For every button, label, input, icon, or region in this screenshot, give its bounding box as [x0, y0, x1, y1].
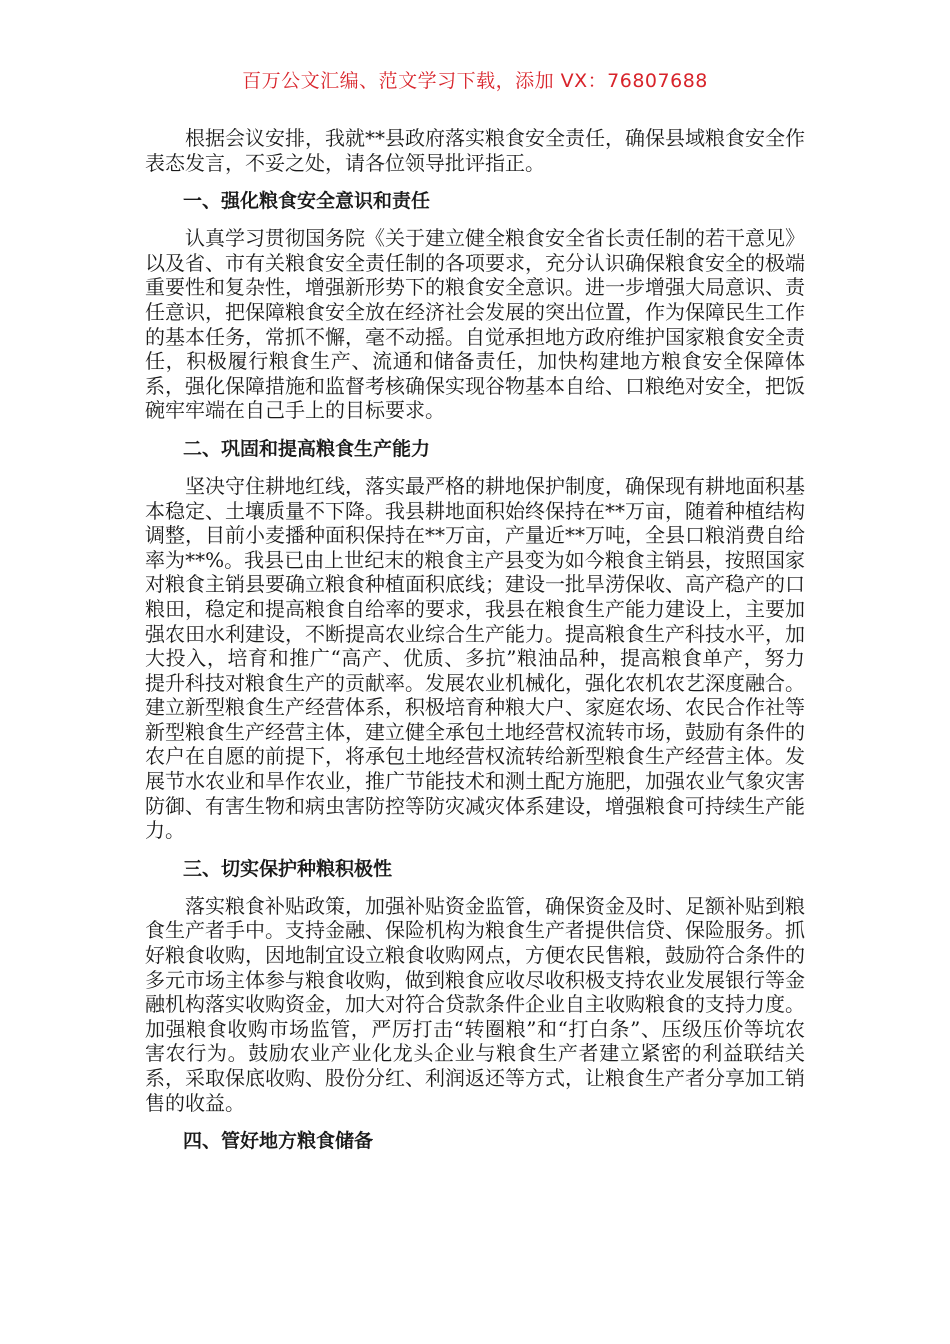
section-heading-3: 三、切实保护种粮积极性 — [183, 857, 393, 880]
section-body-2: 坚决守住耕地红线，落实最严格的耕地保护制度，确保现有耕地面积基本稳定、土壤质量不下降。我县耕地面积始终保持在**万亩，随着种植结构调整，目前小麦播种面积保持在**万亩，产量近**万吨，全县口粮消费自给率为**%。我县已由上世纪末的粮食主产县变为如今粮食主销县，按照国家对粮食主销县要确立粮食种植面积底线；建设一批旱涝保收、高产稳产的口粮田，稳定和提高粮食自给率的要求，我县在粮食生产能力建设上，主要加强农田水利建设，不断提高农业综合生产能力。提高粮食生产科技水平，加大投入，培育和推广“高产、优质、多抗”粮油品种，提高粮食单产，努力提升科技对粮食生产的贡献率。发展农业机械化，强化农机农艺深度融合。建立新型粮食生产经营体系，积极培育种粮大户、家庭农场、农民合作社等新型粮食生产经营主体，建立健全承包土地经营权流转市场，鼓励有条件的农户在自愿的前提下，将承包土地经营权流转给新型粮食生产经营主体。发展节水农业和旱作农业，推广节能技术和测土配方施肥，加强农业气象灾害防御、有害生物和病虫害防控等防灾减灾体系建设，增强粮食可持续生产能力。 — [145, 473, 805, 843]
section-body-1: 认真学习贯彻国务院《关于建立健全粮食安全省长责任制的若干意见》以及省、市有关粮食安全责任制的各项要求，充分认识确保粮食安全的极端重要性和复杂性，增强新形势下的粮食安全意识。进一步增强大局意识、责任意识，把保障粮食安全放在经济社会发展的突出位置，作为保障民生工作的基本任务，常抓不懈，毫不动摇。自觉承担地方政府维护国家粮食安全责任，积极履行粮食生产、流通和储备责任，加快构建地方粮食安全保障体系，强化保障措施和监督考核确保实现谷物基本自给、口粮绝对安全，把饭碗牢牢端在自己手上的目标要求。 — [145, 226, 805, 423]
document-body — [145, 126, 805, 1166]
section-heading-2: 二、巩固和提高粮食生产能力 — [183, 437, 431, 460]
section-body-3: 落实粮食补贴政策，加强补贴资金监管，确保资金及时、足额补贴到粮食生产者手中。支持金融、保险机构为粮食生产者提供信贷、保险服务。抓好粮食收购，因地制宜设立粮食收购网点，方便农民售粮，鼓励符合条件的多元市场主体参与粮食收购，做到粮食应收尽收积极支持农业发展银行等金融机构落实收购资金，加大对符合贷款条件企业自主收购粮食的支持力度。加强粮食收购市场监管，严厉打击“转圈粮”和“打白条”、压级压价等坑农害农行为。鼓励农业产业化龙头企业与粮食生产者建立紧密的利益联结关系，采取保底收购、股份分红、利润返还等方式，让粮食生产者分享加工销售的收益。 — [145, 893, 805, 1115]
section-heading-1: 一、强化粮食安全意识和责任 — [183, 190, 431, 213]
intro-paragraph: 根据会议安排，我就**县政府落实粮食安全责任，确保县域粮食安全作表态发言，不妥之处，请各位领导批评指正。 — [145, 126, 805, 175]
watermark-header: 百万公文汇编、范文学习下载，添加 VX：76807688 — [242, 70, 708, 92]
section-heading-4: 四、管好地方粮食储备 — [183, 1130, 374, 1153]
